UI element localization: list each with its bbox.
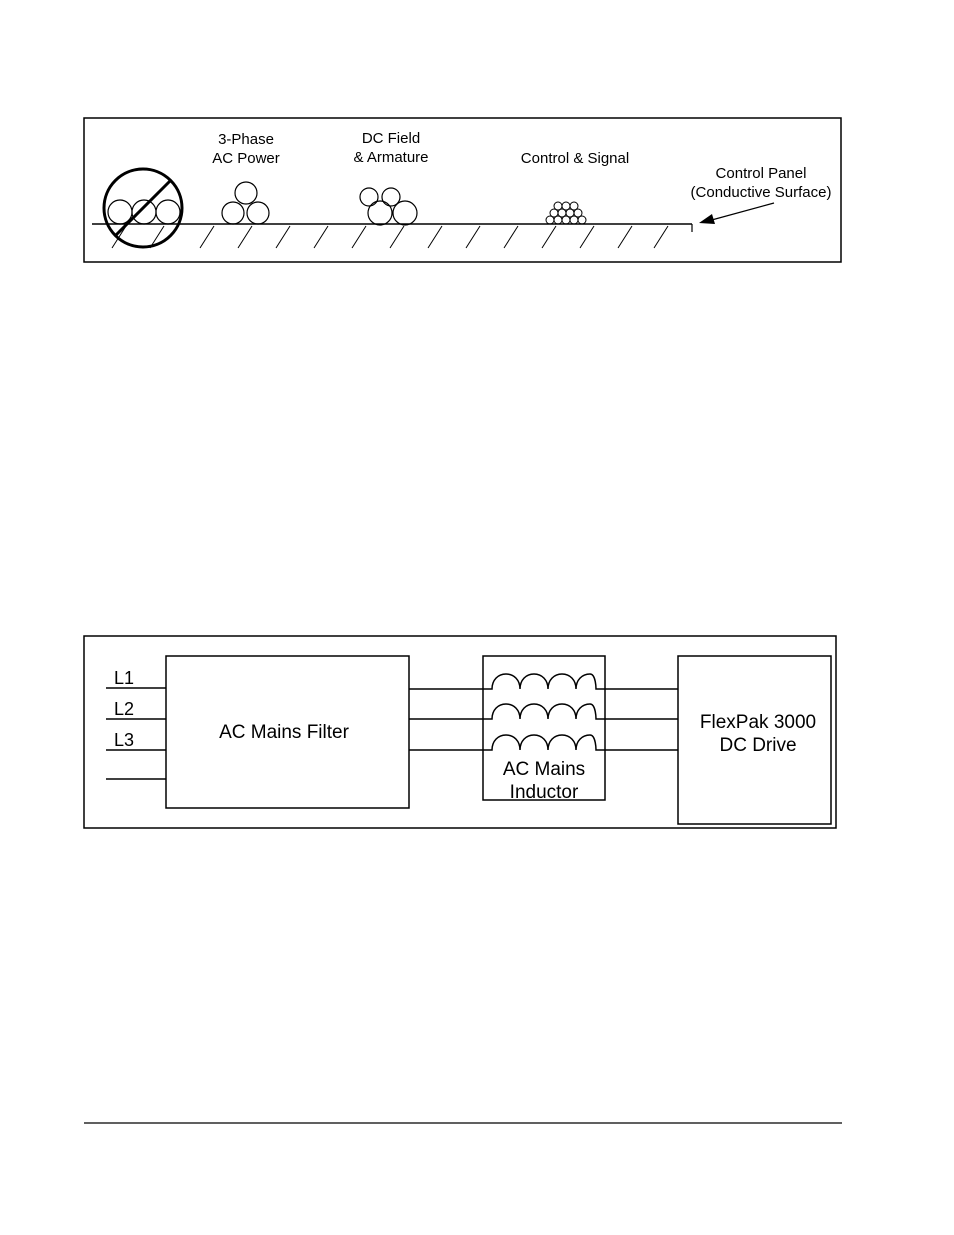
ac-mains-filter-label: AC Mains Filter	[219, 722, 349, 743]
ac-mains-wiring-figure	[84, 636, 836, 828]
line-label-l2: L2	[114, 699, 135, 719]
three-phase-label-line2: AC Power	[212, 150, 280, 167]
control-signal-cable-bundle	[546, 202, 586, 224]
control-panel-arrow	[699, 203, 774, 224]
line-label-l1: L1	[114, 668, 135, 688]
prohibited-bundle-icon	[104, 169, 182, 247]
inductor-label-line2: Inductor	[509, 782, 579, 803]
cable-routing-figure	[84, 118, 841, 262]
control-panel-label-line1: Control Panel	[715, 165, 807, 182]
dc-field-label-line2: & Armature	[353, 149, 429, 166]
drive-label-line2: DC Drive	[719, 735, 797, 756]
control-panel-label-line2: (Conductive Surface)	[690, 184, 832, 201]
dc-field-armature-cable-bundle	[360, 188, 417, 225]
filter-to-inductor-lines	[409, 689, 483, 750]
inductor-coil-icon	[483, 674, 605, 750]
line-label-l3: L3	[114, 730, 135, 750]
drive-label-line1: FlexPak 3000	[699, 712, 817, 733]
three-phase-label-line1: 3-Phase	[218, 131, 274, 148]
inductor-to-drive-lines	[605, 689, 678, 750]
control-signal-label: Control & Signal	[520, 150, 630, 167]
three-phase-cable-bundle	[222, 182, 269, 224]
inductor-label-line1: AC Mains	[502, 759, 586, 780]
dc-field-label-line1: DC Field	[361, 130, 421, 147]
surface-hatching	[112, 226, 668, 248]
